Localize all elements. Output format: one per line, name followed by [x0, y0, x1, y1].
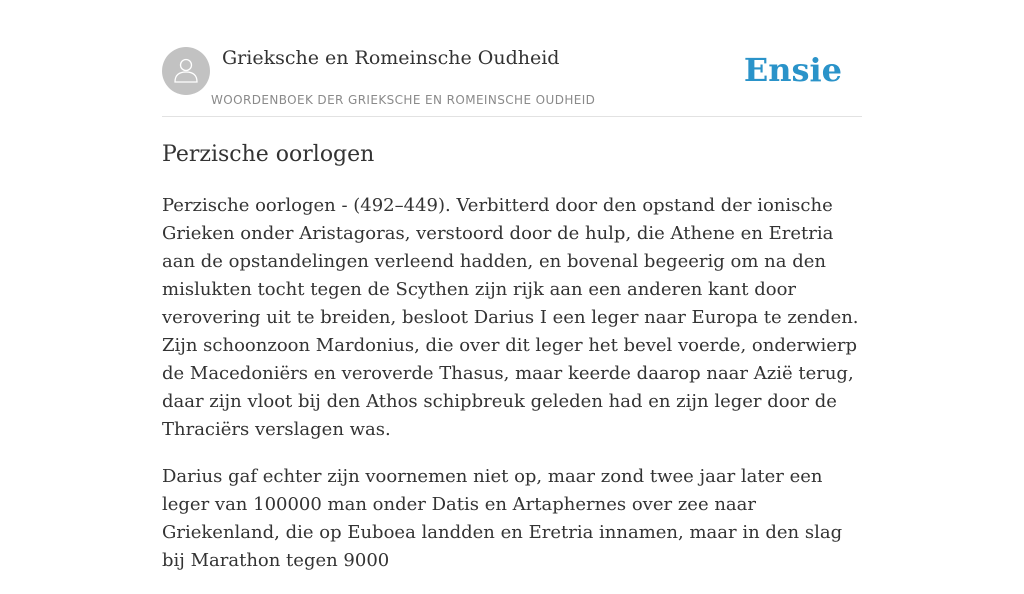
user-icon: [174, 57, 198, 83]
brand-logo[interactable]: Ensie: [743, 51, 842, 89]
entry-body: [162, 192, 864, 594]
source-title[interactable]: Grieksche en Romeinsche Oudheid: [222, 47, 560, 69]
entry-title: Perzische oorlogen: [162, 142, 375, 167]
entry-paragraph: Perzische oorlogen - (492–449). Verbitterd door den opstand der ionische Grieken onder Aristagoras, verstoord door de hulp, die Athene en Eretria aan de opstandelingen verleend hadden, en bovenal begeerig om na den mislukten tocht tegen de Scythen zijn rijk aan een anderen kant door verovering uit te breiden, besloot Darius I een leger naar Europa te zenden. Zijn schoonzoon Mardonius, die over dit leger het bevel voerde, onderwierp de Macedoniërs en veroverde Thasus, maar keerde daarop naar Azië terug, daar zijn vloot bij den Athos schipbreuk geleden had en zijn leger door de Thraciërs verslagen was.: [162, 195, 859, 440]
entry-paragraph: Darius gaf echter zijn voornemen niet op, maar zond twee jaar later een leger van 100000 man onder Datis en Artaphernes over zee naar Griekenland, die op Euboea landden en Eretria innamen, maar in den slag bij Marathon tegen 9000: [162, 466, 843, 571]
source-header: [162, 46, 862, 117]
source-subtitle: WOORDENBOEK DER GRIEKSCHE EN ROMEINSCHE OUDHEID: [211, 93, 596, 107]
avatar[interactable]: [162, 47, 210, 95]
